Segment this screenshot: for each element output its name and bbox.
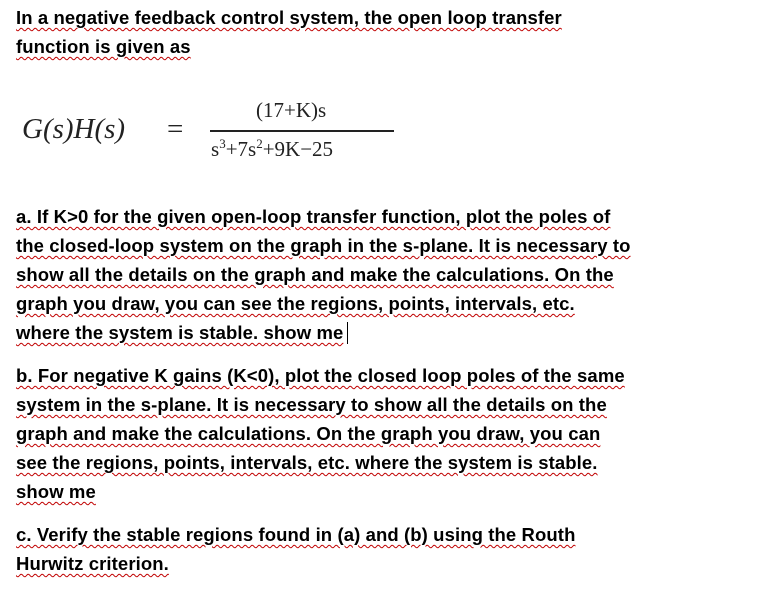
part-b-line-4: see the regions, points, intervals, etc. where the system is stable. — [16, 452, 598, 473]
part-a-line-5: where the system is stable. show me — [16, 322, 344, 343]
transfer-function-formula — [22, 96, 422, 166]
part-b-line-3: graph and make the calculations. On the graph you draw, you can — [16, 423, 601, 444]
intro-line-2: function is given as — [16, 36, 191, 57]
denominator-exp3: 3 — [219, 136, 226, 151]
part-a-line-2: the closed-loop system on the graph in the s-plane. It is necessary to — [16, 235, 631, 256]
text-cursor — [347, 322, 348, 344]
denominator-mid: +7s — [225, 137, 257, 161]
denominator-tail: +9K−25 — [262, 137, 334, 161]
part-b-line-5: show me — [16, 481, 96, 502]
formula-lhs: G(s)H(s) — [22, 113, 126, 145]
denominator-s3: s — [211, 137, 220, 161]
formula-numerator: (17+K)s — [256, 98, 327, 122]
part-a-line-1: a. If K>0 for the given open-loop transfer function, plot the poles of — [16, 206, 611, 227]
intro-line-1: In a negative feedback control system, the open loop transfer — [16, 7, 562, 28]
part-c-line-2: Hurwitz criterion. — [16, 553, 169, 574]
part-a-line-5-wrap[interactable] — [16, 322, 348, 344]
part-a-line-4: graph you draw, you can see the regions, points, intervals, etc. — [16, 293, 575, 314]
part-c-line-1: c. Verify the stable regions found in (a) and (b) using the Routh — [16, 524, 576, 545]
formula-equals: = — [167, 113, 184, 145]
part-a-line-3: show all the details on the graph and make the calculations. On the — [16, 264, 614, 285]
part-b-line-2: system in the s-plane. It is necessary to show all the details on the — [16, 394, 607, 415]
formula-denominator — [211, 136, 333, 162]
part-b-line-1: b. For negative K gains (K<0), plot the closed loop poles of the same — [16, 365, 625, 386]
denominator-exp2: 2 — [256, 136, 263, 151]
fraction-bar — [210, 130, 394, 132]
